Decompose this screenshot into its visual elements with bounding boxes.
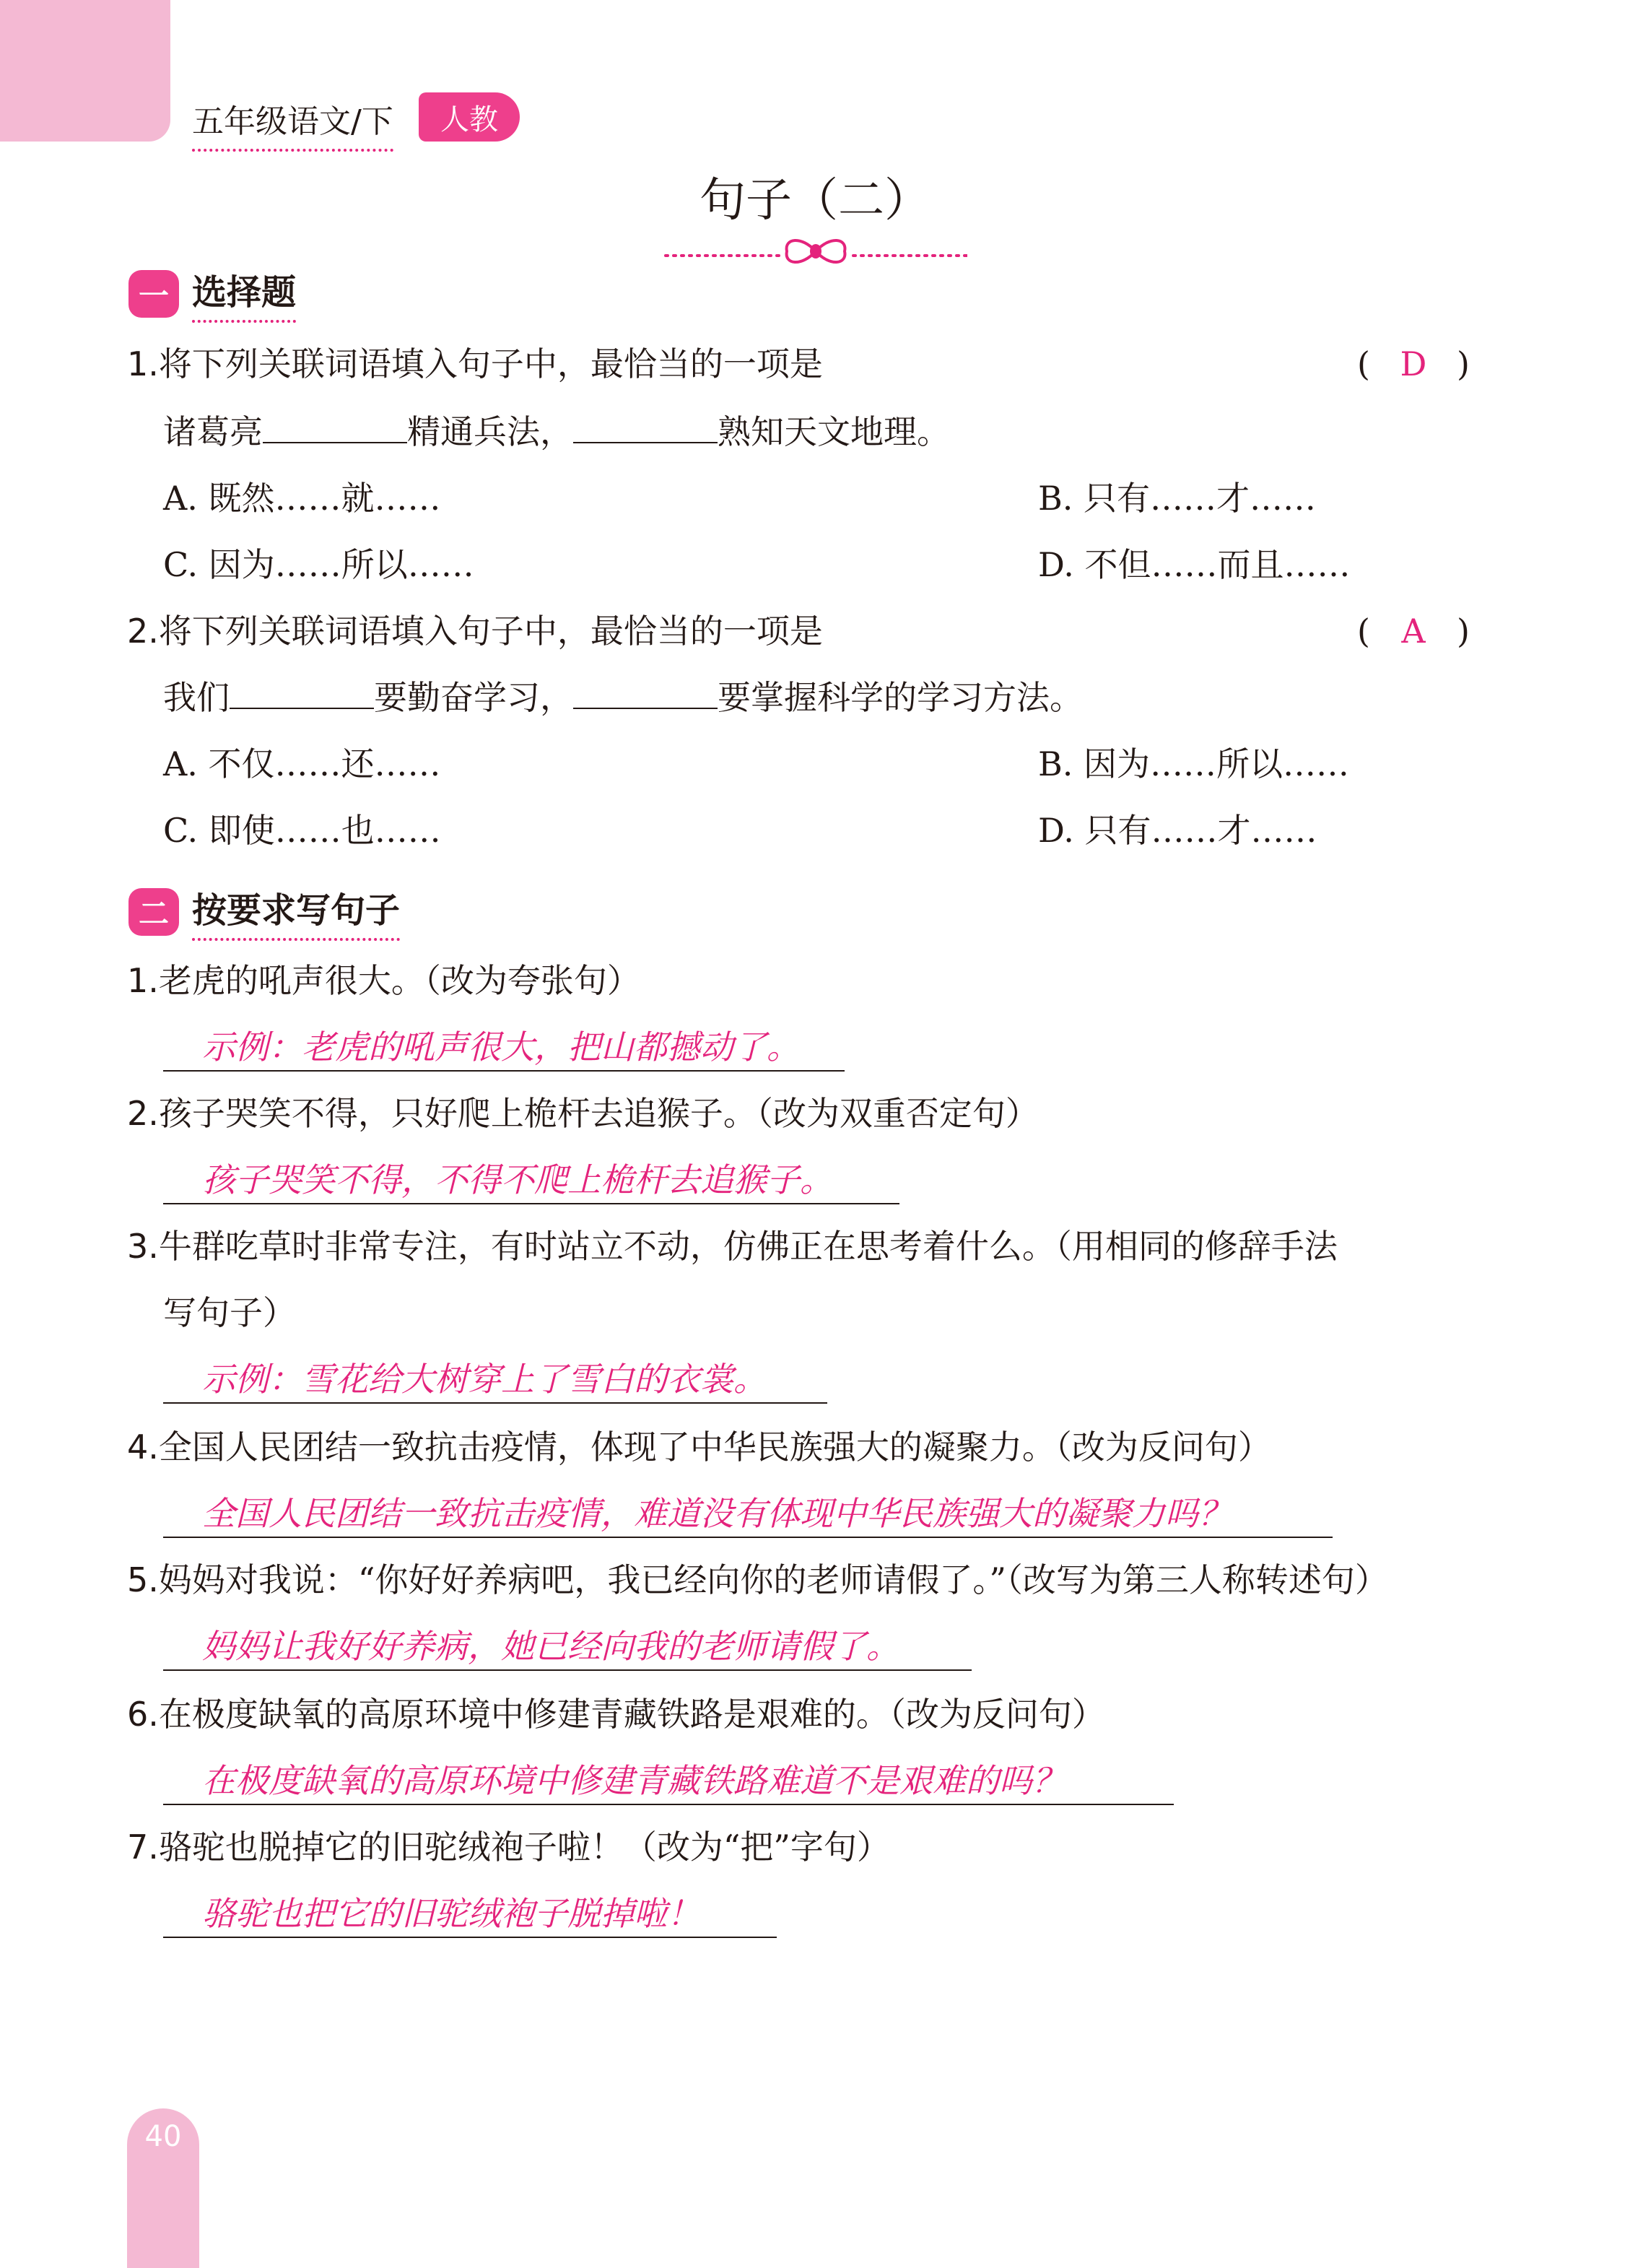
s2-item-number: 1. — [127, 961, 159, 1000]
s2-answer-7[interactable]: 骆驼也把它的旧驼绒袍子脱掉啦！ — [163, 1893, 777, 1938]
s2-item-number: 3. — [127, 1227, 159, 1266]
q2-blank-2[interactable] — [573, 679, 718, 709]
q2-blank-1[interactable] — [230, 679, 374, 709]
q1-sentence-part: 熟知天文地理。 — [718, 412, 950, 451]
section-2-badge: 二 — [128, 888, 179, 936]
q1-sentence-part: 诸葛亮 — [163, 412, 263, 451]
q1-answer-box: ( D ) — [1357, 344, 1470, 383]
q1-answer: D — [1400, 344, 1427, 383]
section-1-badge: 一 — [128, 270, 179, 318]
q2-sentence-part: 要勤奋学习， — [374, 678, 573, 717]
section-1-header — [128, 264, 296, 323]
s2-item-text: 全国人民团结一致抗击疫情，体现了中华民族强大的凝聚力。（改为反问句） — [158, 1428, 1271, 1467]
bow-decoration-icon — [664, 230, 967, 273]
s2-answer-5[interactable]: 妈妈让我好好养病，她已经向我的老师请假了。 — [163, 1626, 972, 1671]
s2-item-text: 在极度缺氧的高原环境中修建青藏铁路是艰难的。（改为反问句） — [158, 1695, 1105, 1734]
s2-item-number: 5. — [127, 1560, 159, 1599]
q1-sentence-part: 精通兵法， — [407, 412, 573, 451]
s2-answer-4[interactable]: 全国人民团结一致抗击疫情，难道没有体现中华民族强大的凝聚力吗？ — [163, 1493, 1333, 1538]
q1-stem-line — [127, 344, 823, 384]
s2-item-number: 7. — [127, 1828, 159, 1867]
s2-item-7 — [127, 1827, 890, 1867]
q1-sentence — [163, 412, 950, 452]
section-1-title: 选择题 — [192, 264, 296, 323]
q1-option-a[interactable]: A. 既然……就…… — [163, 479, 441, 518]
q2-sentence — [163, 677, 1083, 718]
header-edition-badge: 人教 — [419, 92, 520, 142]
s2-answer-2[interactable]: 孩子哭笑不得，不得不爬上桅杆去追猴子。 — [163, 1160, 899, 1204]
q2-answer: A — [1401, 612, 1426, 651]
s2-item-text: 老虎的吼声很大。（改为夸张句） — [158, 961, 640, 1000]
s2-item-6 — [127, 1694, 1105, 1734]
q1-stem: 将下列关联词语填入句子中，最恰当的一项是 — [158, 344, 823, 383]
s2-item-number: 6. — [127, 1695, 159, 1734]
s2-answer-6[interactable]: 在极度缺氧的高原环境中修建青藏铁路难道不是艰难的吗？ — [163, 1760, 1174, 1805]
q2-option-a[interactable]: A. 不仅……还…… — [163, 744, 441, 783]
s2-item-text: 骆驼也脱掉它的旧驼绒袍子啦！（改为“把”字句） — [158, 1828, 890, 1867]
q2-stem-line — [127, 611, 823, 651]
page-title: 句子（二） — [699, 174, 931, 227]
page-number: 40 — [144, 2120, 182, 2153]
s2-answer-1[interactable]: 示例：老虎的吼声很大，把山都撼动了。 — [163, 1027, 845, 1072]
header-grade: 五年级语文/下 — [192, 95, 393, 152]
section-2-title: 按要求写句子 — [192, 882, 400, 941]
s2-item-text: 孩子哭笑不得，只好爬上桅杆去追猴子。（改为双重否定句） — [158, 1094, 1039, 1133]
section-2-header — [128, 882, 400, 941]
q2-option-c[interactable]: C. 即使……也…… — [163, 811, 441, 850]
q2-option-d[interactable]: D. 只有……才…… — [1038, 811, 1317, 850]
q1-option-b[interactable]: B. 只有……才…… — [1038, 479, 1317, 518]
s2-item-text: 牛群吃草时非常专注，有时站立不动，仿佛正在思考着什么。（用相同的修辞手法 — [158, 1227, 1338, 1266]
s2-item-number: 2. — [127, 1094, 159, 1133]
q1-option-d[interactable]: D. 不但……而且…… — [1038, 545, 1351, 584]
s2-item-text: 妈妈对我说：“你好好养病吧，我已经向你的老师请假了。”（改写为第三人称转述句） — [158, 1560, 1388, 1599]
q2-stem: 将下列关联词语填入句子中，最恰当的一项是 — [158, 612, 823, 651]
q1-blank-2[interactable] — [573, 413, 718, 443]
s2-item-3-cont: 写句子） — [163, 1293, 296, 1332]
s2-item-number: 4. — [127, 1428, 159, 1467]
s2-item-4 — [127, 1427, 1271, 1467]
s2-item-5 — [127, 1560, 1388, 1600]
q1-blank-1[interactable] — [263, 413, 407, 443]
corner-tab — [0, 0, 170, 142]
q1-number: 1. — [127, 344, 159, 383]
s2-item-2 — [127, 1093, 1039, 1134]
q2-number: 2. — [127, 612, 159, 651]
s2-answer-3[interactable]: 示例：雪花给大树穿上了雪白的衣裳。 — [163, 1359, 827, 1404]
q1-option-c[interactable]: C. 因为……所以…… — [163, 545, 474, 584]
q2-answer-box: ( A ) — [1357, 612, 1470, 651]
q2-option-b[interactable]: B. 因为……所以…… — [1038, 744, 1350, 783]
s2-item-1 — [127, 960, 640, 1001]
s2-item-3 — [127, 1226, 1338, 1266]
q2-sentence-part: 我们 — [163, 678, 230, 717]
q2-sentence-part: 要掌握科学的学习方法。 — [718, 678, 1083, 717]
